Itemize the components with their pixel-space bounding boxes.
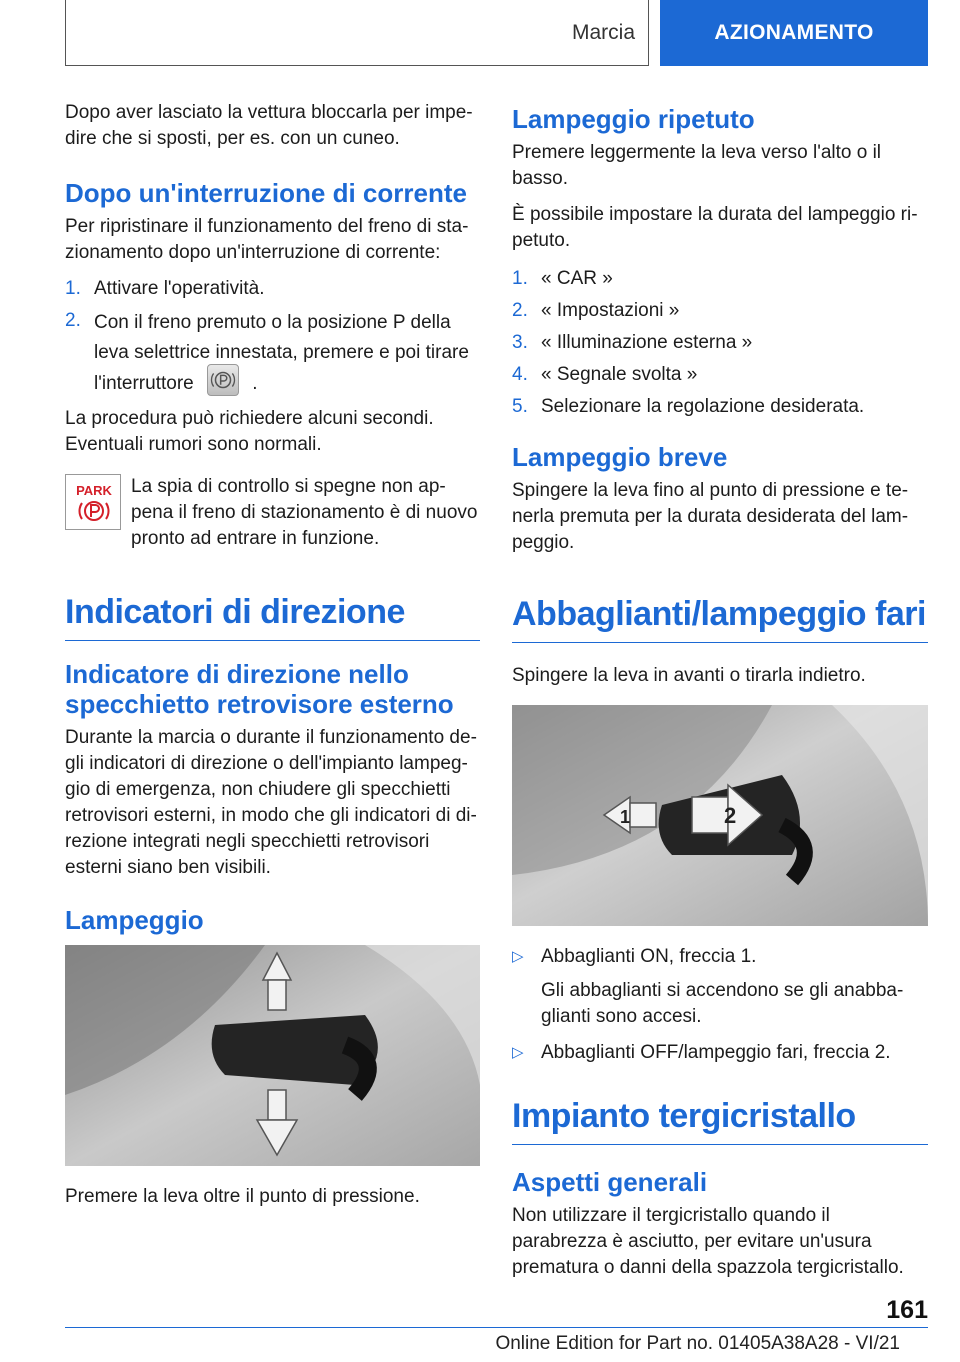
svg-text:1: 1 [620, 807, 631, 827]
edition-text: Online Edition for Part no. 01405A38A28 - VI/21 [495, 1333, 900, 1354]
power-steps [65, 276, 480, 400]
svg-text:2: 2 [724, 803, 737, 828]
list-item: 1. Attivare l'operatività. [65, 278, 265, 299]
flash-caption: Premere la leva oltre il punto di pressione. [65, 1186, 420, 1207]
warning-text: La spia di controllo si spegne non ap-pena il freno di stazionamento è di nuovo pronto ad entrare in funzione. [131, 476, 478, 549]
lever-up-down-photo [65, 945, 480, 1166]
footer-divider [65, 1327, 928, 1328]
repeat-heading: Lampeggio ripetuto [512, 104, 755, 134]
high-beam-bullets [512, 944, 928, 1066]
general-heading: Aspetti generali [512, 1167, 708, 1197]
triangle-right-icon: ▷ [512, 948, 524, 965]
page-number: 161 [886, 1296, 928, 1324]
wiper-heading: Impianto tergicristallo [512, 1096, 928, 1145]
flash-heading: Lampeggio [65, 905, 204, 935]
general-text: Non utilizzare il tergicristallo quando il parabrezza è asciutto, per evitare un'usura prematura o danni della spazzola tergicristallo. [512, 1205, 904, 1278]
header-chapter: AZIONAMENTO [660, 0, 928, 66]
repeat-steps [512, 266, 928, 420]
list-item: 4. « Segnale svolta » [512, 364, 698, 385]
list-item: 5. Selezionare la regolazione desiderata. [512, 396, 865, 417]
list-item: 2. « Impostazioni » [512, 300, 680, 321]
repeat-text-1: Premere leggermente la leva verso l'alto o il basso. [512, 142, 882, 189]
mirror-heading: Indicatore di direzione nello specchietto retrovisore esterno [65, 659, 454, 719]
high-beam-heading: Abbaglianti/lampeggio fari [512, 594, 928, 643]
header-section: Marcia [571, 21, 635, 44]
warning-note [65, 474, 480, 552]
power-after: La procedura può richiedere alcuni secondi. Eventuali rumori sono normali. [65, 408, 434, 455]
parking-brake-switch-icon [207, 364, 239, 396]
repeat-text-2: È possibile impostare la durata del lampeggio ri-petuto. [512, 204, 918, 251]
lever-forward-back-photo [512, 705, 928, 926]
intro-text: Dopo aver lasciato la vettura bloccarla per impe-dire che si sposti, per es. con un cuneo. [65, 102, 473, 149]
power-text: Per ripristinare il funzionamento del freno di sta-zionamento dopo un'interruzione di corrente: [65, 216, 469, 263]
indicators-heading: Indicatori di direzione [65, 592, 480, 641]
left-column [65, 100, 480, 1220]
list-item: ▷ Abbaglianti ON, freccia 1. Gli abbaglianti si accendono se gli anabba-glianti sono accesi. [512, 944, 928, 1030]
right-column [512, 100, 928, 1291]
mirror-text: Durante la marcia o durante il funzionamento de-gli indicatori di direzione o dell'impianto lampeg-gio di emergenza, non chiudere gli specchietti retrovisori esterni, in modo che gli indicatori di di-rezione integrati negli specchietti retrovisori esterni siano ben visibili. [65, 727, 477, 878]
power-heading: Dopo un'interruzione di corrente [65, 178, 467, 208]
triangle-right-icon: ▷ [512, 1044, 524, 1061]
short-text: Spingere la leva fino al punto di pressione e te-nerla premuta per la durata desiderata del lam-peggio. [512, 480, 909, 553]
list-item: 3. « Illuminazione esterna » [512, 332, 753, 353]
list-item: 2. Con il freno premuto o la posizione P della leva selettrice innestata, premere e poi tirare l'interruttore . [65, 310, 469, 395]
short-heading: Lampeggio breve [512, 442, 728, 472]
list-item: ▷ Abbaglianti OFF/lampeggio fari, freccia 2. [512, 1040, 928, 1066]
high-beam-text: Spingere la leva in avanti o tirarla indietro. [512, 665, 866, 686]
list-item: 1. « CAR » [512, 268, 613, 289]
park-warning-lamp-icon [65, 474, 121, 530]
svg-text:PARK: PARK [76, 483, 112, 498]
